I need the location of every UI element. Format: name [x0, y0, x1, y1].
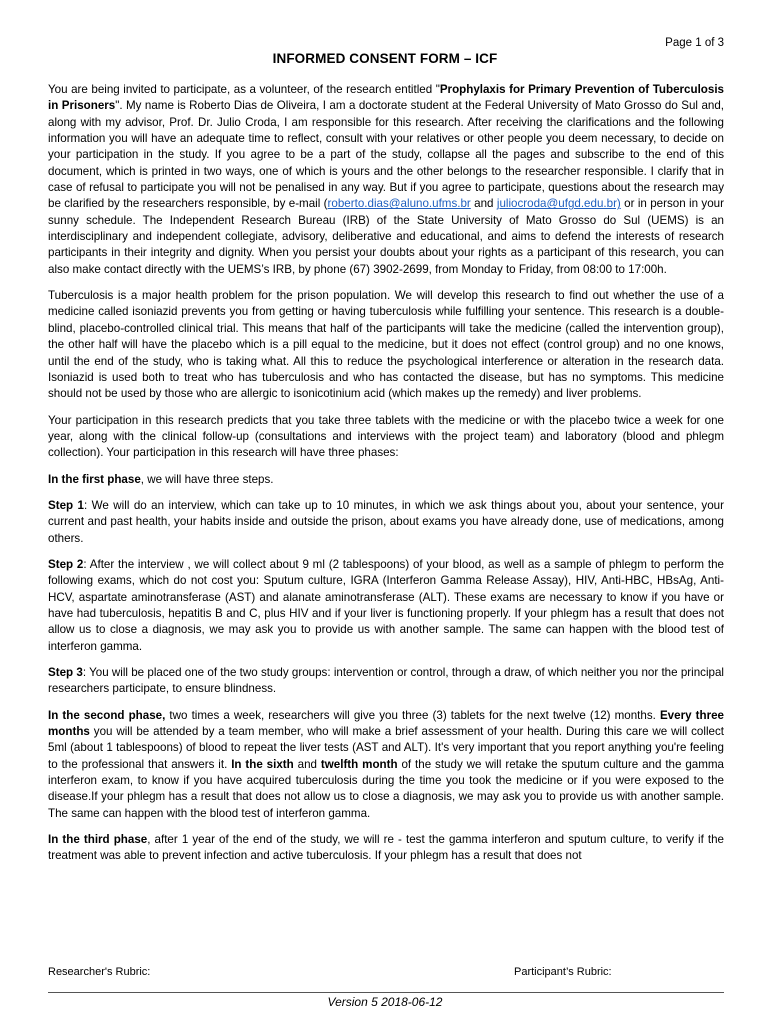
step3-text: : You will be placed one of the two study groups: intervention or control, through a draw, of which neither you nor the principal researchers participate, to ensure blindness. — [48, 666, 725, 696]
footer-divider — [48, 992, 724, 993]
participation-paragraph: Your participation in this research predicts that you take three tablets with the medicine or with the placebo twice a week for one year, along with the clinical follow-up (consultations and interviews with the project team) and laboratory (blood and phlegm collection). Your participation in this research will have three phases: — [48, 413, 724, 460]
second-phase-heading: In the second phase, — [48, 708, 166, 722]
first-phase-paragraph — [48, 472, 724, 488]
first-phase-text: , we will have three steps. — [140, 472, 274, 486]
step3-paragraph — [48, 665, 724, 698]
second-phase-text-2: you will be attended by a team member, who will make a brief assessment of your health. During this care we will collect 5ml (about 1 tablespoons) of blood to repeat the liver tests (AST and ALT). It's very important that you report anything you're feeling to the professional that answers it. — [48, 725, 724, 771]
every-three-months: Every three months — [48, 708, 724, 739]
step3-label: Step 3 — [48, 666, 83, 679]
third-phase-heading: In the third phase — [48, 833, 148, 847]
step2-text: : After the interview , we will collect about 9 ml (2 tablespoons) of your blood, as well as a sample of phlegm to perform the following exams, which do not cost you: Sputum culture, IGRA (Interferon Gamma Release Assay), HIV, Anti-HBC, HBsAg, Anti-HCV, aspartate aminotransferase (AST) and alanate aminotransferase (ALT). These exams are necessary to know if you have or have had tuberculosis, hepatitis B and C, plus HIV and if your liver is functioning properly. If your phlegm has a result that does not allow us to close a diagnosis, we may ask you to provide us with another sample. The same can happen with the blood test of interferon gamma. — [48, 557, 725, 653]
intro-text-4: or in person in your sunny schedule. The Independent Research Bureau (IRB) of the State University of Mato Grosso do Sul (UEMS) is an interdisciplinary and independent collegiate, advisory, deliberative and educational, and aims to defend the interests of research participants in their integrity and dignity. When you persist your doubts about your rights as a participant of this research, you can also make contact directly with the UEMS’s IRB, by phone (67) 3902-2699, from Monday to Friday, from 08:00 to 17:00h. — [48, 197, 724, 276]
study-title: Prophylaxis for Primary Prevention of Tuberculosis in Prisoners — [48, 83, 724, 113]
step2-label: Step 2 — [48, 557, 84, 571]
page-number: Page 1 of 3 — [665, 37, 724, 49]
intro-text-3: and — [470, 197, 497, 211]
second-phase-text-1: two times a week, researchers will give you three (3) tablets for the next twelve (12) months. — [165, 708, 660, 722]
document-title: INFORMED CONSENT FORM – ICF — [272, 51, 498, 66]
tuberculosis-paragraph: Tuberculosis is a major health problem for the prison population. We will develop this research to find out whether the use of a medicine called isoniazid prevents you from getting or having tuberculosis while fulfilling your sentence. This research is a double-blind, placebo-controlled clinical trial. This means that half of the participants will take the medicine (called the intervention group), the other half will have the placebo which is a pill equal to the medicine, but it does not effect (control group) and no one knows, until the end of the study, who is taking what. All this to reduce the psychological interference or alteration in the research data. Isoniazid is used both to treat who has tuberculosis and who has contacted the disease, but has no symptoms. This medicine should not be used by those who are allergic to isonicotinium acid (which makes up the remedy) and liver problems. — [48, 289, 724, 401]
second-phase-paragraph — [48, 708, 724, 822]
step2-paragraph — [48, 557, 724, 655]
sixth-month: In the sixth — [231, 757, 294, 771]
step1-text: : We will do an interview, which can take up to 10 minutes, in which we ask things about you, about your sentence, your current and past health, your habits inside and outside the prison, about exams you have already done, use of medications, among others. — [48, 498, 724, 545]
researcher-rubric: Researcher's Rubric: — [48, 966, 151, 978]
twelfth-month: twelfth month — [320, 757, 398, 771]
intro-text-2: ". My name is Roberto Dias de Oliveira, I am a doctorate student at the Federal University of Mato Grosso do Sul and, along with my advisor, Prof. Dr. Julio Croda, I am responsible for this research. After receiving the clarifications and the following information you will have an adequate time to reflect, consult with your relatives or other people you deem necessary, to decide on your participation in the study. If you agree to be a part of the study, collapse all the pages and subscribe to the end of this document, which is printed in two ways, one of which is yours and the other belongs to the researcher responsible. I clarify that in case of refusal to participate you will not be penalised in any way. But if you agree to participate, questions about the research may be clarified by the researchers responsible, by e-mail ( — [48, 99, 725, 211]
second-phase-text-4: of the study we will retake the sputum culture and the gamma interferon exam, to know if you have acquired tuberculosis during the time you took the medicine or if you were exposed to the disease.If your phlegm has a result that does not allow us to close a diagnosis, we may ask you to provide us with another sample. The same can happen with the blood test of interferon gamma. — [48, 757, 724, 820]
email-link-roberto[interactable]: roberto.dias@aluno.ufms.br — [327, 197, 471, 211]
document-body — [48, 82, 724, 875]
step1-paragraph — [48, 498, 724, 547]
third-phase-paragraph — [48, 832, 724, 865]
third-phase-text: , after 1 year of the end of the study, we will re - test the gamma interferon and sputum culture, to verify if the treatment was able to prevent infection and active tuberculosis. If your phlegm has a result that does not — [48, 833, 724, 863]
participant-rubric: Participant’s Rubric: — [514, 966, 612, 978]
first-phase-heading: In the first phase — [48, 472, 141, 486]
email-link-julio[interactable]: juliocroda@ufgd.edu.br) — [496, 197, 621, 211]
step1-label: Step 1 — [48, 498, 85, 512]
intro-paragraph — [48, 82, 724, 278]
version-label: Version 5 2018-06-12 — [327, 995, 443, 1009]
intro-text-1: You are being invited to participate, as a volunteer, of the research entitled " — [48, 83, 440, 96]
second-phase-text-3: and — [293, 757, 321, 771]
